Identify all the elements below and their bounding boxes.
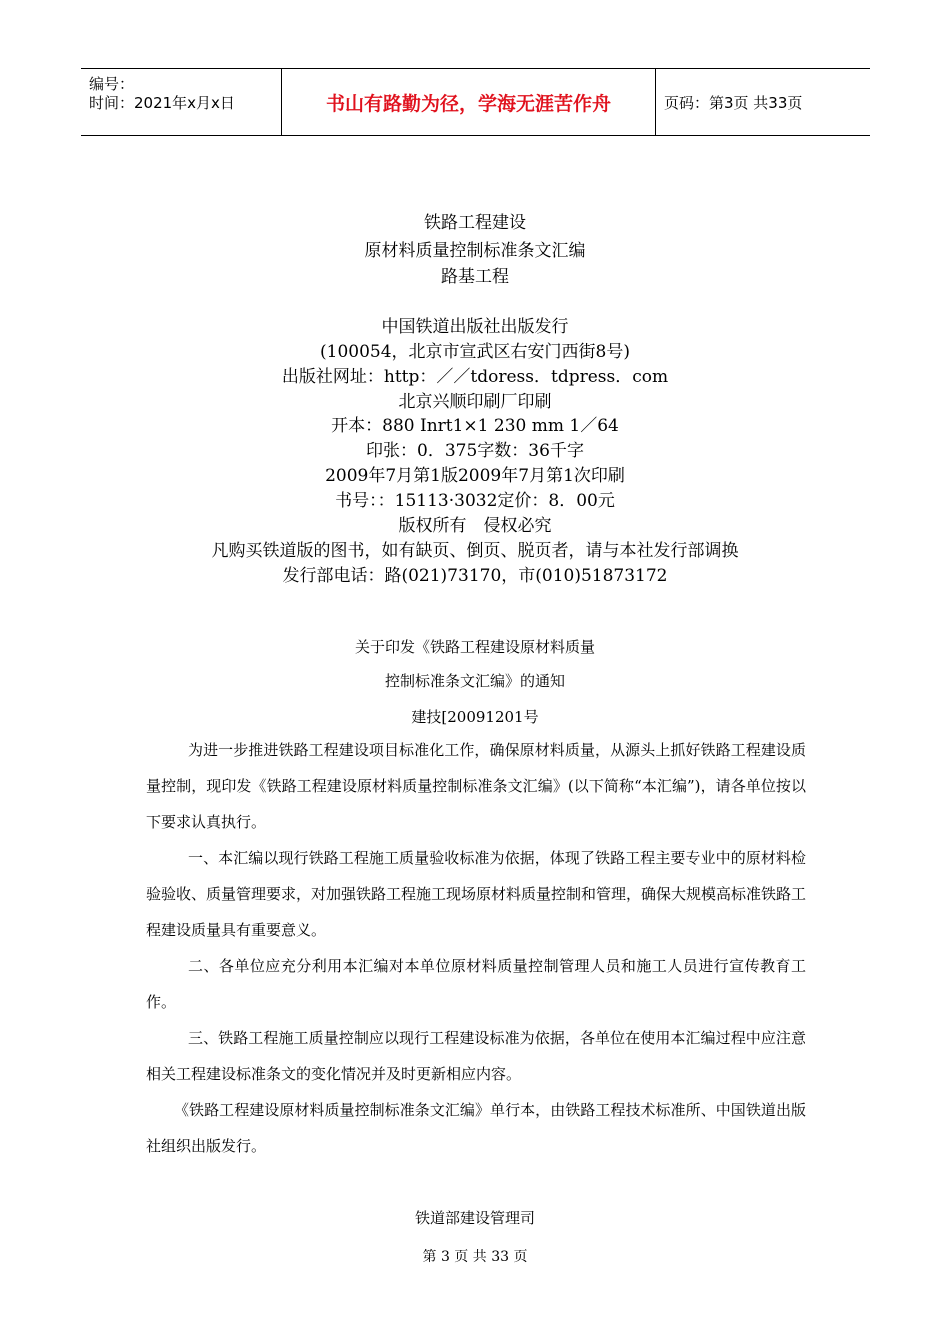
page-footer: 第 3 页 共 33 页 <box>422 1249 528 1265</box>
notice-paragraph: 二、各单位应充分利用本汇编对本单位原材料质量控制管理人员和施工人员进行宣传教育工作。 <box>146 957 806 1011</box>
printer-line: 北京兴顺印刷厂印刷 <box>398 392 552 412</box>
copyright-line: 版权所有 侵权必究 <box>398 516 552 536</box>
exchange-notice: 凡购买铁道版的图书，如有缺页、倒页、脱页者，请与本社发行部调换 <box>211 541 739 561</box>
header-left-cell <box>81 69 281 135</box>
book-title-line3: 路基工程 <box>441 267 509 287</box>
notice-paragraph: 《铁路工程建设原材料质量控制标准条文汇编》单行本，由铁路工程技术标准所、中国铁道出版社组织出版发行。 <box>146 1101 806 1155</box>
header-table <box>81 68 870 136</box>
notice-title-line1: 关于印发《铁路工程建设原材料质量 <box>354 638 595 656</box>
motto-text: 书山有路勤为径，学海无涯苦作舟 <box>325 92 611 115</box>
book-title-line1: 铁路工程建设 <box>424 213 526 233</box>
notice-paragraph: 一、本汇编以现行铁路工程施工质量验收标准为依据，体现了铁路工程主要专业中的原材料检验验收、质量管理要求，对加强铁路工程施工现场原材料质量控制和管理，确保大规模高标准铁路工程建设质量具有重要意义。 <box>146 849 807 939</box>
publisher-address: (100054，北京市宣武区右安门西街8号) <box>320 342 630 362</box>
header-motto-cell <box>281 69 656 135</box>
notice-title-line2: 控制标准条文汇编》的通知 <box>384 672 565 690</box>
notice-doc-number: 建技[20091201号 <box>411 708 539 726</box>
notice-paragraph: 三、铁路工程施工质量控制应以现行工程建设标准为依据，各单位在使用本汇编过程中应注意相关工程建设标准条文的变化情况并及时更新相应内容。 <box>146 1029 806 1083</box>
sheets-line: 印张：0．375字数：36千字 <box>366 441 584 461</box>
edition-line: 2009年7月第1版2009年7月第1次印刷 <box>325 466 625 486</box>
issuer-signature: 铁道部建设管理司 <box>414 1209 535 1227</box>
publisher-website: 出版社网址：http：／／tdoress．tdpress．com <box>281 367 669 387</box>
isbn-price-line: 书号：：15113·3032定价：8．00元 <box>335 491 615 511</box>
publisher-line: 中国铁道出版社出版发行 <box>381 317 569 337</box>
format-line: 开本：880 Inrt1×1 230 mm 1／64 <box>331 416 619 436</box>
time-label: 时间：2021年x月x日 <box>89 94 235 112</box>
phone-line: 发行部电话：路(021)73170，市(010)51873172 <box>282 566 668 586</box>
serial-label: 编号： <box>89 75 135 93</box>
header-page-info: 页码：第3页 共33页 <box>664 93 803 112</box>
notice-paragraph: 为进一步推进铁路工程建设项目标准化工作，确保原材料质量，从源头上抓好铁路工程建设质量控制，现印发《铁路工程建设原材料质量控制标准条文汇编》(以下简称“本汇编”)，请各单位按以下要求认真执行。 <box>146 741 806 831</box>
book-title-line2: 原材料质量控制标准条文汇编 <box>364 241 586 261</box>
